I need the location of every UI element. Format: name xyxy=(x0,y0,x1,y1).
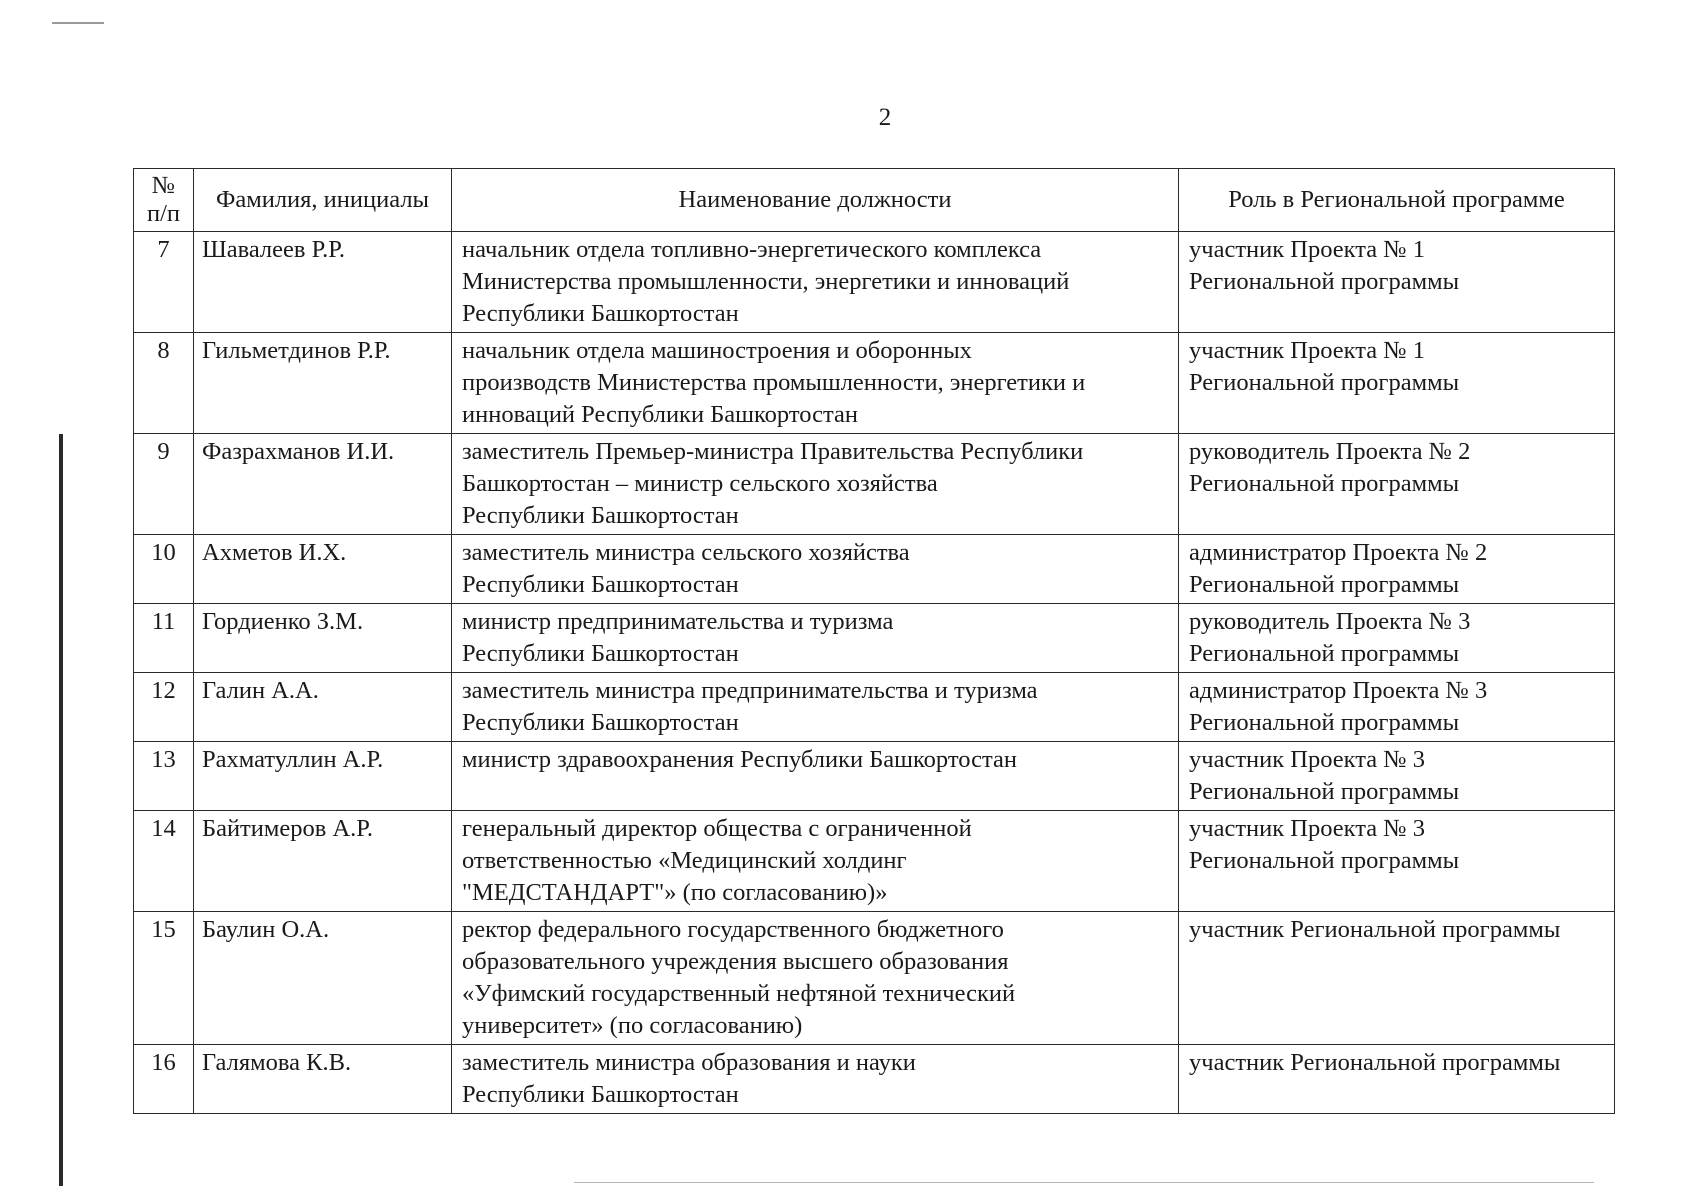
table-row xyxy=(134,1045,1615,1114)
page-number: 2 xyxy=(878,104,892,131)
person-name: Баулин О.А. xyxy=(194,912,452,1045)
table-row xyxy=(134,912,1615,1045)
program-role: участник Проекта № 1 Региональной программы xyxy=(1179,232,1615,333)
scan-edge-shadow xyxy=(59,434,63,1186)
row-number: 15 xyxy=(134,912,194,1045)
person-name: Шавалеев Р.Р. xyxy=(194,232,452,333)
person-name: Ахметов И.Х. xyxy=(194,535,452,604)
position-title: заместитель министра сельского хозяйства Республики Башкортостан xyxy=(452,535,1179,604)
table-row xyxy=(134,673,1615,742)
position-title: министр здравоохранения Республики Башкортостан xyxy=(452,742,1179,811)
row-number: 16 xyxy=(134,1045,194,1114)
position-title: заместитель министра образования и науки Республики Башкортостан xyxy=(452,1045,1179,1114)
table-row xyxy=(134,742,1615,811)
column-header-role: Роль в Региональной программе xyxy=(1179,169,1615,232)
program-role: участник Региональной программы xyxy=(1179,1045,1615,1114)
position-title: начальник отдела машиностроения и оборонных производств Министерства промышленности, энергетики и инноваций Республики Башкортостан xyxy=(452,333,1179,434)
row-number: 13 xyxy=(134,742,194,811)
column-header-name: Фамилия, инициалы xyxy=(194,169,452,232)
person-name: Галямова К.В. xyxy=(194,1045,452,1114)
program-role: участник Проекта № 1 Региональной программы xyxy=(1179,333,1615,434)
person-name: Фазрахманов И.И. xyxy=(194,434,452,535)
person-name: Рахматуллин А.Р. xyxy=(194,742,452,811)
table-row xyxy=(134,535,1615,604)
person-name: Галин А.А. xyxy=(194,673,452,742)
program-role: руководитель Проекта № 2 Региональной программы xyxy=(1179,434,1615,535)
row-number: 12 xyxy=(134,673,194,742)
row-number: 9 xyxy=(134,434,194,535)
person-name: Гордиенко З.М. xyxy=(194,604,452,673)
program-role: руководитель Проекта № 3 Региональной программы xyxy=(1179,604,1615,673)
position-title: заместитель министра предпринимательства и туризма Республики Башкортостан xyxy=(452,673,1179,742)
table-row xyxy=(134,811,1615,912)
participants-table xyxy=(133,168,1615,1114)
position-title: генеральный директор общества с ограниченной ответственностью «Медицинский холдинг "МЕДСТАНДАРТ"» (по согласованию)» xyxy=(452,811,1179,912)
scan-mark xyxy=(52,22,104,24)
position-title: министр предпринимательства и туризма Республики Башкортостан xyxy=(452,604,1179,673)
row-number: 7 xyxy=(134,232,194,333)
person-name: Байтимеров А.Р. xyxy=(194,811,452,912)
position-title: начальник отдела топливно-энергетического комплекса Министерства промышленности, энергетики и инноваций Республики Башкортостан xyxy=(452,232,1179,333)
person-name: Гильметдинов Р.Р. xyxy=(194,333,452,434)
table-row xyxy=(134,333,1615,434)
column-header-number: № п/п xyxy=(134,169,194,232)
program-role: участник Проекта № 3 Региональной программы xyxy=(1179,742,1615,811)
row-number: 10 xyxy=(134,535,194,604)
program-role: администратор Проекта № 2 Региональной программы xyxy=(1179,535,1615,604)
table-row xyxy=(134,434,1615,535)
row-number: 14 xyxy=(134,811,194,912)
table-header-row xyxy=(134,169,1615,232)
program-role: участник Региональной программы xyxy=(1179,912,1615,1045)
program-role: администратор Проекта № 3 Региональной программы xyxy=(1179,673,1615,742)
position-title: заместитель Премьер-министра Правительства Республики Башкортостан – министр сельского хозяйства Республики Башкортостан xyxy=(452,434,1179,535)
program-role: участник Проекта № 3 Региональной программы xyxy=(1179,811,1615,912)
table-row xyxy=(134,604,1615,673)
column-header-position: Наименование должности xyxy=(452,169,1179,232)
position-title: ректор федерального государственного бюджетного образовательного учреждения высшего образования «Уфимский государственный нефтяной технический университет» (по согласованию) xyxy=(452,912,1179,1045)
scan-mark xyxy=(574,1182,1594,1183)
row-number: 11 xyxy=(134,604,194,673)
row-number: 8 xyxy=(134,333,194,434)
table-row xyxy=(134,232,1615,333)
